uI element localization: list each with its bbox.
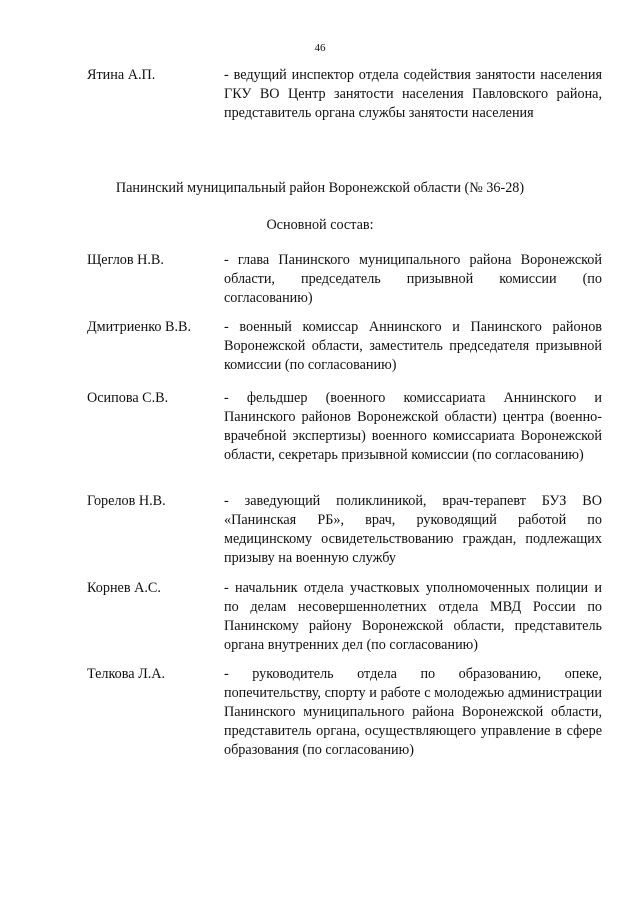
member-row bbox=[87, 579, 602, 655]
page-number: 46 bbox=[314, 42, 326, 54]
member-name: Осипова С.В. bbox=[87, 390, 169, 406]
member-name: Корнев А.С. bbox=[87, 580, 161, 596]
member-row bbox=[87, 318, 602, 375]
member-name: Дмитриенко В.В. bbox=[87, 319, 192, 335]
subsection-title: Основной состав: bbox=[266, 217, 374, 233]
member-name: Телкова Л.А. bbox=[87, 666, 166, 682]
entry-name: Ятина А.П. bbox=[87, 67, 156, 83]
section-title: Панинский муниципальный район Воронежской области (№ 36-28) bbox=[115, 180, 525, 196]
member-description: - военный комиссар Аннинского и Панинского районов Воронежской области, заместитель председателя призывной комиссии (по согласованию) bbox=[224, 319, 602, 373]
entry-yatina bbox=[87, 66, 602, 123]
member-description: - глава Панинского муниципального района Воронежской области, председатель призывной комиссии (по согласованию) bbox=[224, 252, 602, 306]
member-row bbox=[87, 492, 602, 568]
member-description: - фельдшер (военного комиссариата Аннинского и Панинского районов Воронежской области) центра (военно-врачебной экспертизы) военного комиссариата Воронежской области, секретарь призывной комиссии (по согласованию) bbox=[224, 390, 602, 463]
member-row bbox=[87, 251, 602, 308]
entry-description: - ведущий инспектор отдела содействия занятости населения ГКУ ВО Центр занятости населения Павловского района, представитель органа службы занятости населения bbox=[224, 67, 602, 121]
member-row bbox=[87, 389, 602, 465]
member-description: - заведующий поликлиникой, врач-терапевт БУЗ ВО «Панинская РБ», врач, руководящий работой по медицинскому освидетельствованию граждан, подлежащих призыву на военную службу bbox=[224, 493, 602, 566]
member-row bbox=[87, 665, 602, 760]
member-description: - начальник отдела участковых уполномоченных полиции и по делам несовершеннолетних отдела МВД России по Панинскому району Воронежской области, представитель органа внутренних дел (по согласованию) bbox=[224, 580, 602, 653]
member-name: Щеглов Н.В. bbox=[87, 252, 164, 268]
member-description: - руководитель отдела по образованию, опеке, попечительству, спорту и работе с молодежью администрации Панинского муниципального района Воронежской области, представитель органа, осуществляющего управление в сфере образования (по согласованию) bbox=[224, 666, 602, 758]
member-name: Горелов Н.В. bbox=[87, 493, 166, 509]
